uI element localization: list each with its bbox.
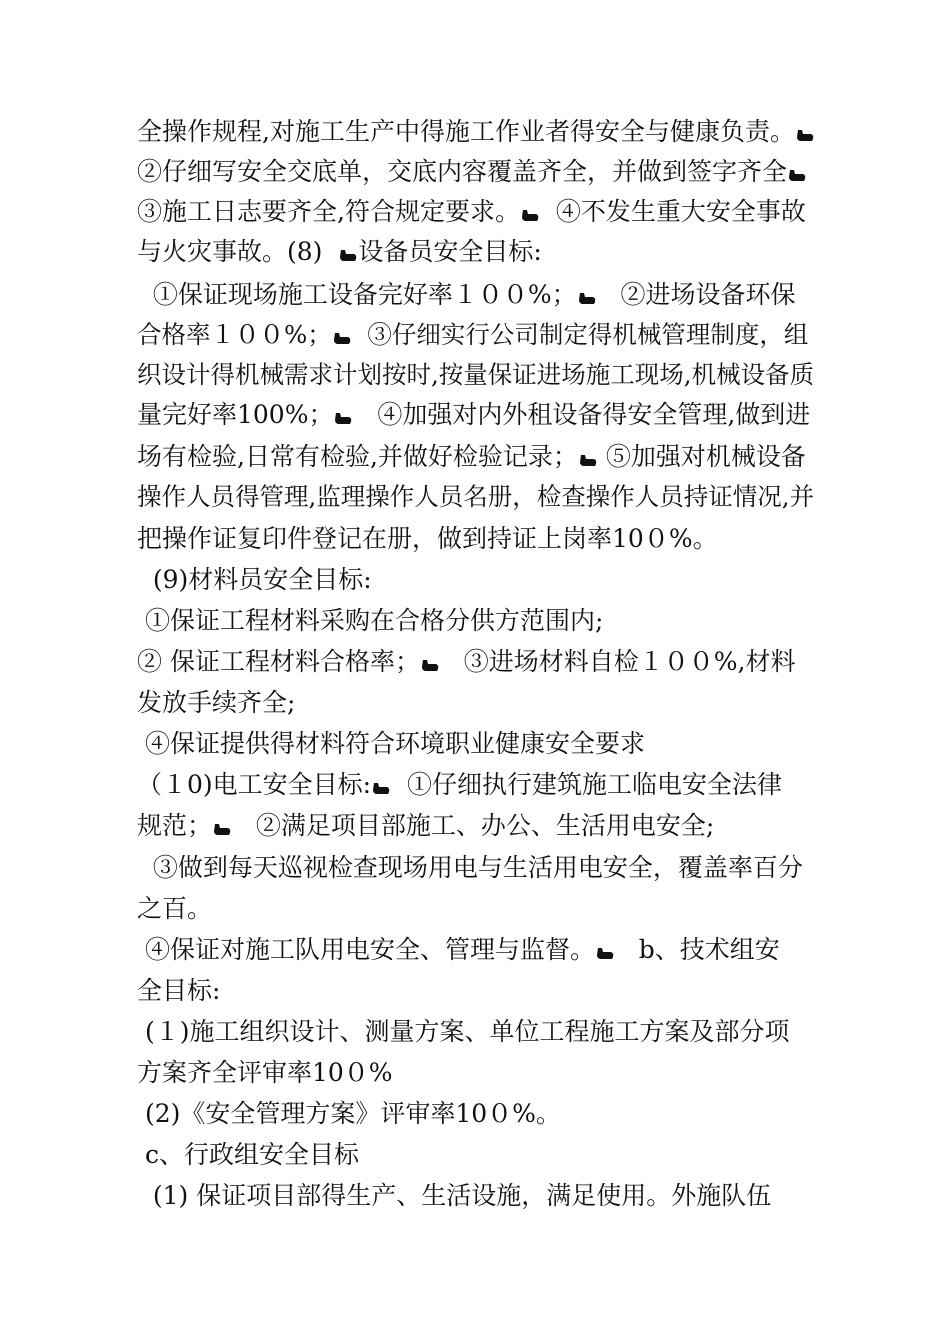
hand-pointer-icon [578, 453, 598, 467]
text-line: (9)材料员安全目标: [137, 565, 372, 594]
hand-pointer-icon [795, 128, 815, 142]
text-line: ② 保证工程材料合格率； ③进场材料自检１００%,材料 [137, 647, 796, 676]
text-line: （１0)电工安全目标: ①仔细执行建筑施工临电安全法律 [137, 770, 782, 799]
text-line: (１)施工组织设计、测量方案、单位工程施工方案及部分项 [137, 1017, 790, 1046]
text-line: ④保证对施工队用电安全、管理与监督。 b、技术组安 [137, 935, 780, 964]
hand-pointer-icon [595, 946, 615, 960]
text-line: ②仔细写安全交底单，交底内容覆盖齐全，并做到签字齐全 [137, 153, 815, 191]
text-line: 把操作证复印件登记在册，做到持证上岗率10０%。 [137, 524, 718, 553]
text-line: ①保证工程材料采购在合格分供方范围内; [137, 606, 604, 635]
text-line: 合格率１００%； ③仔细实行公司制定得机械管理制度，组 [137, 320, 809, 349]
text-line: 之百。 [137, 894, 213, 923]
text-line: 织设计得机械需求计划按时,按量保证进场施工现场,机械设备质 [137, 360, 815, 389]
text-line: 与火灾事故。(8) 设备员安全目标: [137, 237, 542, 266]
hand-pointer-icon [577, 291, 597, 305]
text-line: 操作人员得管理,监理操作人员名册，检查操作人员持证情况,并 [137, 482, 815, 511]
text-line: (2)《安全管理方案》评审率10０%。 [137, 1099, 561, 1128]
text-line: 全操作规程,对施工生产中得施工作业者得安全与健康负责。 [137, 113, 815, 151]
hand-pointer-icon [212, 822, 232, 836]
text-line: 全目标: [137, 976, 221, 1005]
text-line: 方案齐全评审率10０% [137, 1058, 393, 1087]
text-line: 规范； ②满足项目部施工、办公、生活用电安全; [137, 811, 715, 840]
text-line: 量完好率100%； ④加强对内外租设备得安全管理,做到进 [137, 400, 811, 429]
text-line: 场有检验,日常有检验,并做好检验记录； ⑤加强对机械设备 [137, 442, 806, 471]
hand-pointer-icon [332, 331, 352, 345]
text-line: c、行政组安全目标 [137, 1140, 359, 1169]
text-line: 发放手续齐全; [137, 688, 296, 717]
hand-pointer-icon [520, 208, 540, 222]
hand-pointer-icon [333, 411, 353, 425]
text-line: ③做到每天巡视检查现场用电与生活用电安全，覆盖率百分 [137, 853, 803, 882]
hand-pointer-icon [420, 658, 440, 672]
text-line: ③施工日志要齐全,符合规定要求。 ④不发生重大安全事故 [137, 197, 806, 226]
text-line: ①保证现场施工设备完好率１００%； ②进场设备环保 [137, 280, 796, 309]
text-line: (1) 保证项目部得生产、生活设施，满足使用。外施队伍 [137, 1181, 772, 1210]
text-line: ④保证提供得材料符合环境职业健康安全要求 [137, 729, 645, 758]
hand-pointer-icon [371, 781, 391, 795]
hand-pointer-icon [787, 168, 807, 182]
hand-pointer-icon [338, 248, 358, 262]
